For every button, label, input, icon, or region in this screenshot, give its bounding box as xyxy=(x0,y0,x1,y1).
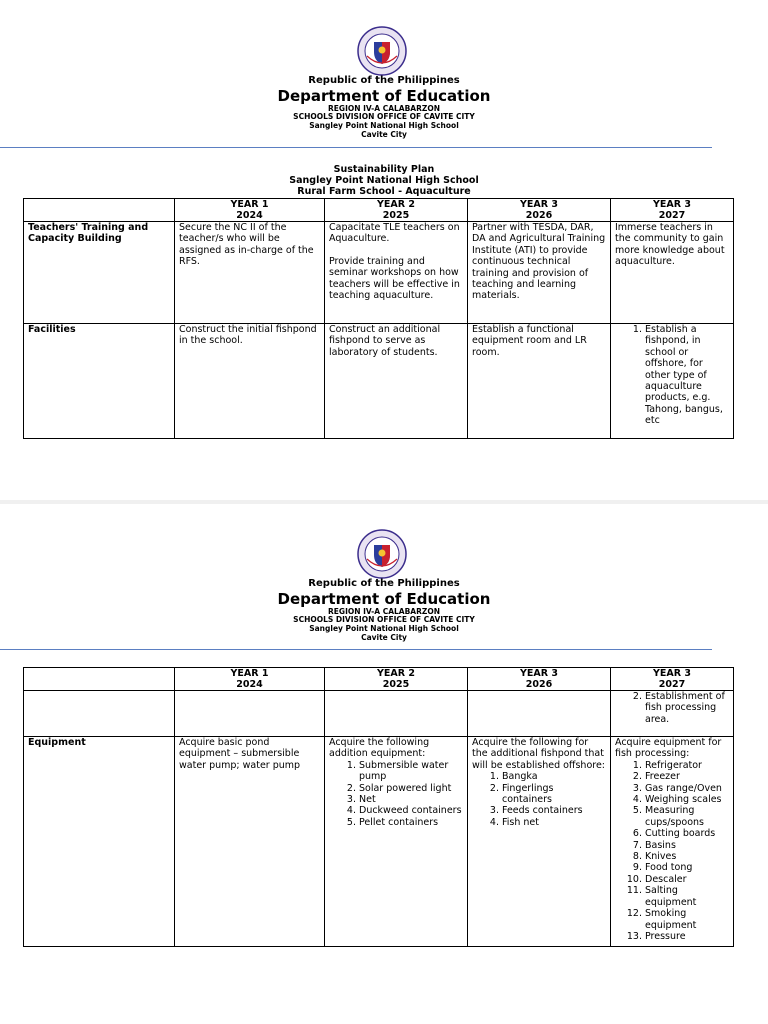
cell-continued-y1 xyxy=(175,691,325,737)
plan-title-line1: Sustainability Plan xyxy=(333,164,435,175)
header-blank-cell xyxy=(24,199,175,222)
equipment-y3-list xyxy=(472,771,606,828)
cell-continued-y4 xyxy=(611,691,734,737)
list-item: 1. Refrigerator xyxy=(645,760,729,771)
cell-training-y2: Capacitate TLE teachers on Aquaculture. Provide training and seminar workshops on how teachers will be effective in teaching aquaculture. xyxy=(325,222,468,324)
table-row xyxy=(24,691,734,737)
cell-facilities-y3: Establish a functional equipment room and LR room. xyxy=(468,324,611,439)
cell-equipment-y2 xyxy=(325,737,468,947)
continued-list xyxy=(615,691,729,725)
list-item: 3. Net xyxy=(359,794,463,805)
list-item: 7. Basins xyxy=(645,840,729,851)
cell-continued-y3 xyxy=(468,691,611,737)
header-year3: YEAR 3 2026 xyxy=(468,199,611,222)
header-year2: YEAR 2 2025 xyxy=(325,199,468,222)
deped-seal-logo xyxy=(357,26,407,76)
cell-facilities-y1: Construct the initial fishpond in the school. xyxy=(175,324,325,439)
plan-title-line2: Sangley Point National High School xyxy=(289,175,479,186)
list-item: 2. Freezer xyxy=(645,771,729,782)
equipment-y4-list xyxy=(615,760,729,943)
list-item: 2. Solar powered light xyxy=(359,783,463,794)
cell-continued-label xyxy=(24,691,175,737)
table-row xyxy=(24,222,734,324)
region-text: REGION IV-A CALABARZON xyxy=(328,606,440,616)
document-page-2 xyxy=(0,504,768,1024)
city-text: Cavite City xyxy=(361,129,407,139)
list-item: 1. Submersible water pump xyxy=(359,760,463,783)
list-item: 2. Establishment of fish processing area. xyxy=(645,691,729,725)
header-year4: YEAR 3 2027 xyxy=(611,199,734,222)
cell-training-y3: Partner with TESDA, DAR, DA and Agricultural Training Institute (ATI) to provide continuous technical training and provision of teaching and learning materials. xyxy=(468,222,611,324)
document-page-1 xyxy=(0,0,768,500)
equipment-y2-list xyxy=(329,760,463,828)
header-blank-cell xyxy=(24,668,175,691)
sustainability-table-page1 xyxy=(23,198,734,439)
republic-text: Republic of the Philippines xyxy=(308,578,460,589)
list-item: 1. Bangka xyxy=(502,771,606,782)
cell-equipment-y3 xyxy=(468,737,611,947)
table-row xyxy=(24,324,734,439)
letterhead xyxy=(0,75,768,139)
department-text: Department of Education xyxy=(277,86,491,105)
plan-title-line3: Rural Farm School - Aquaculture xyxy=(297,186,471,197)
republic-text: Republic of the Philippines xyxy=(308,75,460,86)
list-item: 1. Establish a fishpond, in school or offshore, for other type of aquaculture products, e.g. Tahong, bangus, etc xyxy=(645,324,729,427)
equipment-y3-intro: Acquire the following for the additional fishpond that will be established offshore: xyxy=(472,737,605,771)
header-year1: YEAR 1 2024 xyxy=(175,668,325,691)
region-text: REGION IV-A CALABARZON xyxy=(328,103,440,113)
division-text: SCHOOLS DIVISION OFFICE OF CAVITE CITY xyxy=(293,615,475,625)
equipment-y2-intro: Acquire the following addition equipment: xyxy=(329,737,430,760)
header-year4: YEAR 3 2027 xyxy=(611,668,734,691)
school-text: Sangley Point National High School xyxy=(309,624,459,633)
list-item: 2. Fingerlings containers xyxy=(502,783,606,806)
plan-title xyxy=(0,164,768,197)
facilities-y4-list xyxy=(615,324,729,427)
city-text: Cavite City xyxy=(361,632,407,642)
cell-training-y4: Immerse teachers in the community to gain more knowledge about aquaculture. xyxy=(611,222,734,324)
sustainability-table-page2 xyxy=(23,667,734,947)
header-divider xyxy=(0,147,712,148)
cell-continued-y2 xyxy=(325,691,468,737)
letterhead xyxy=(0,578,768,642)
row-label-equipment: Equipment xyxy=(24,737,175,947)
list-item: 8. Knives xyxy=(645,851,729,862)
list-item: 4. Fish net xyxy=(502,817,606,828)
header-year2: YEAR 2 2025 xyxy=(325,668,468,691)
list-item: 3. Feeds containers xyxy=(502,805,606,816)
table-header-row xyxy=(24,668,734,691)
list-item: 4. Duckweed containers xyxy=(359,805,463,816)
list-item: 5. Measuring cups/spoons xyxy=(645,805,729,828)
table-row xyxy=(24,737,734,947)
header-year1: YEAR 1 2024 xyxy=(175,199,325,222)
department-text: Department of Education xyxy=(277,589,491,608)
cell-facilities-y4 xyxy=(611,324,734,439)
header-year3: YEAR 3 2026 xyxy=(468,668,611,691)
deped-seal-logo xyxy=(357,529,407,579)
list-item: 12. Smoking equipment xyxy=(645,908,729,931)
list-item: 5. Pellet containers xyxy=(359,817,463,828)
list-item: 10. Descaler xyxy=(645,874,729,885)
cell-equipment-y4 xyxy=(611,737,734,947)
row-label-facilities: Facilities xyxy=(24,324,175,439)
list-item: 9. Food tong xyxy=(645,862,729,873)
equipment-y4-intro: Acquire equipment for fish processing: xyxy=(615,737,722,760)
cell-facilities-y2: Construct an additional fishpond to serve as laboratory of students. xyxy=(325,324,468,439)
table-header-row xyxy=(24,199,734,222)
header-divider xyxy=(0,649,712,650)
row-label-training: Teachers' Training and Capacity Building xyxy=(24,222,175,324)
cell-training-y1: Secure the NC II of the teacher/s who will be assigned as in-charge of the RFS. xyxy=(175,222,325,324)
division-text: SCHOOLS DIVISION OFFICE OF CAVITE CITY xyxy=(293,112,475,122)
list-item: 13. Pressure xyxy=(645,931,729,942)
school-text: Sangley Point National High School xyxy=(309,121,459,130)
list-item: 4. Weighing scales xyxy=(645,794,729,805)
cell-equipment-y1: Acquire basic pond equipment – submersible water pump; water pump xyxy=(175,737,325,947)
list-item: 3. Gas range/Oven xyxy=(645,783,729,794)
list-item: 6. Cutting boards xyxy=(645,828,729,839)
list-item: 11. Salting equipment xyxy=(645,885,729,908)
